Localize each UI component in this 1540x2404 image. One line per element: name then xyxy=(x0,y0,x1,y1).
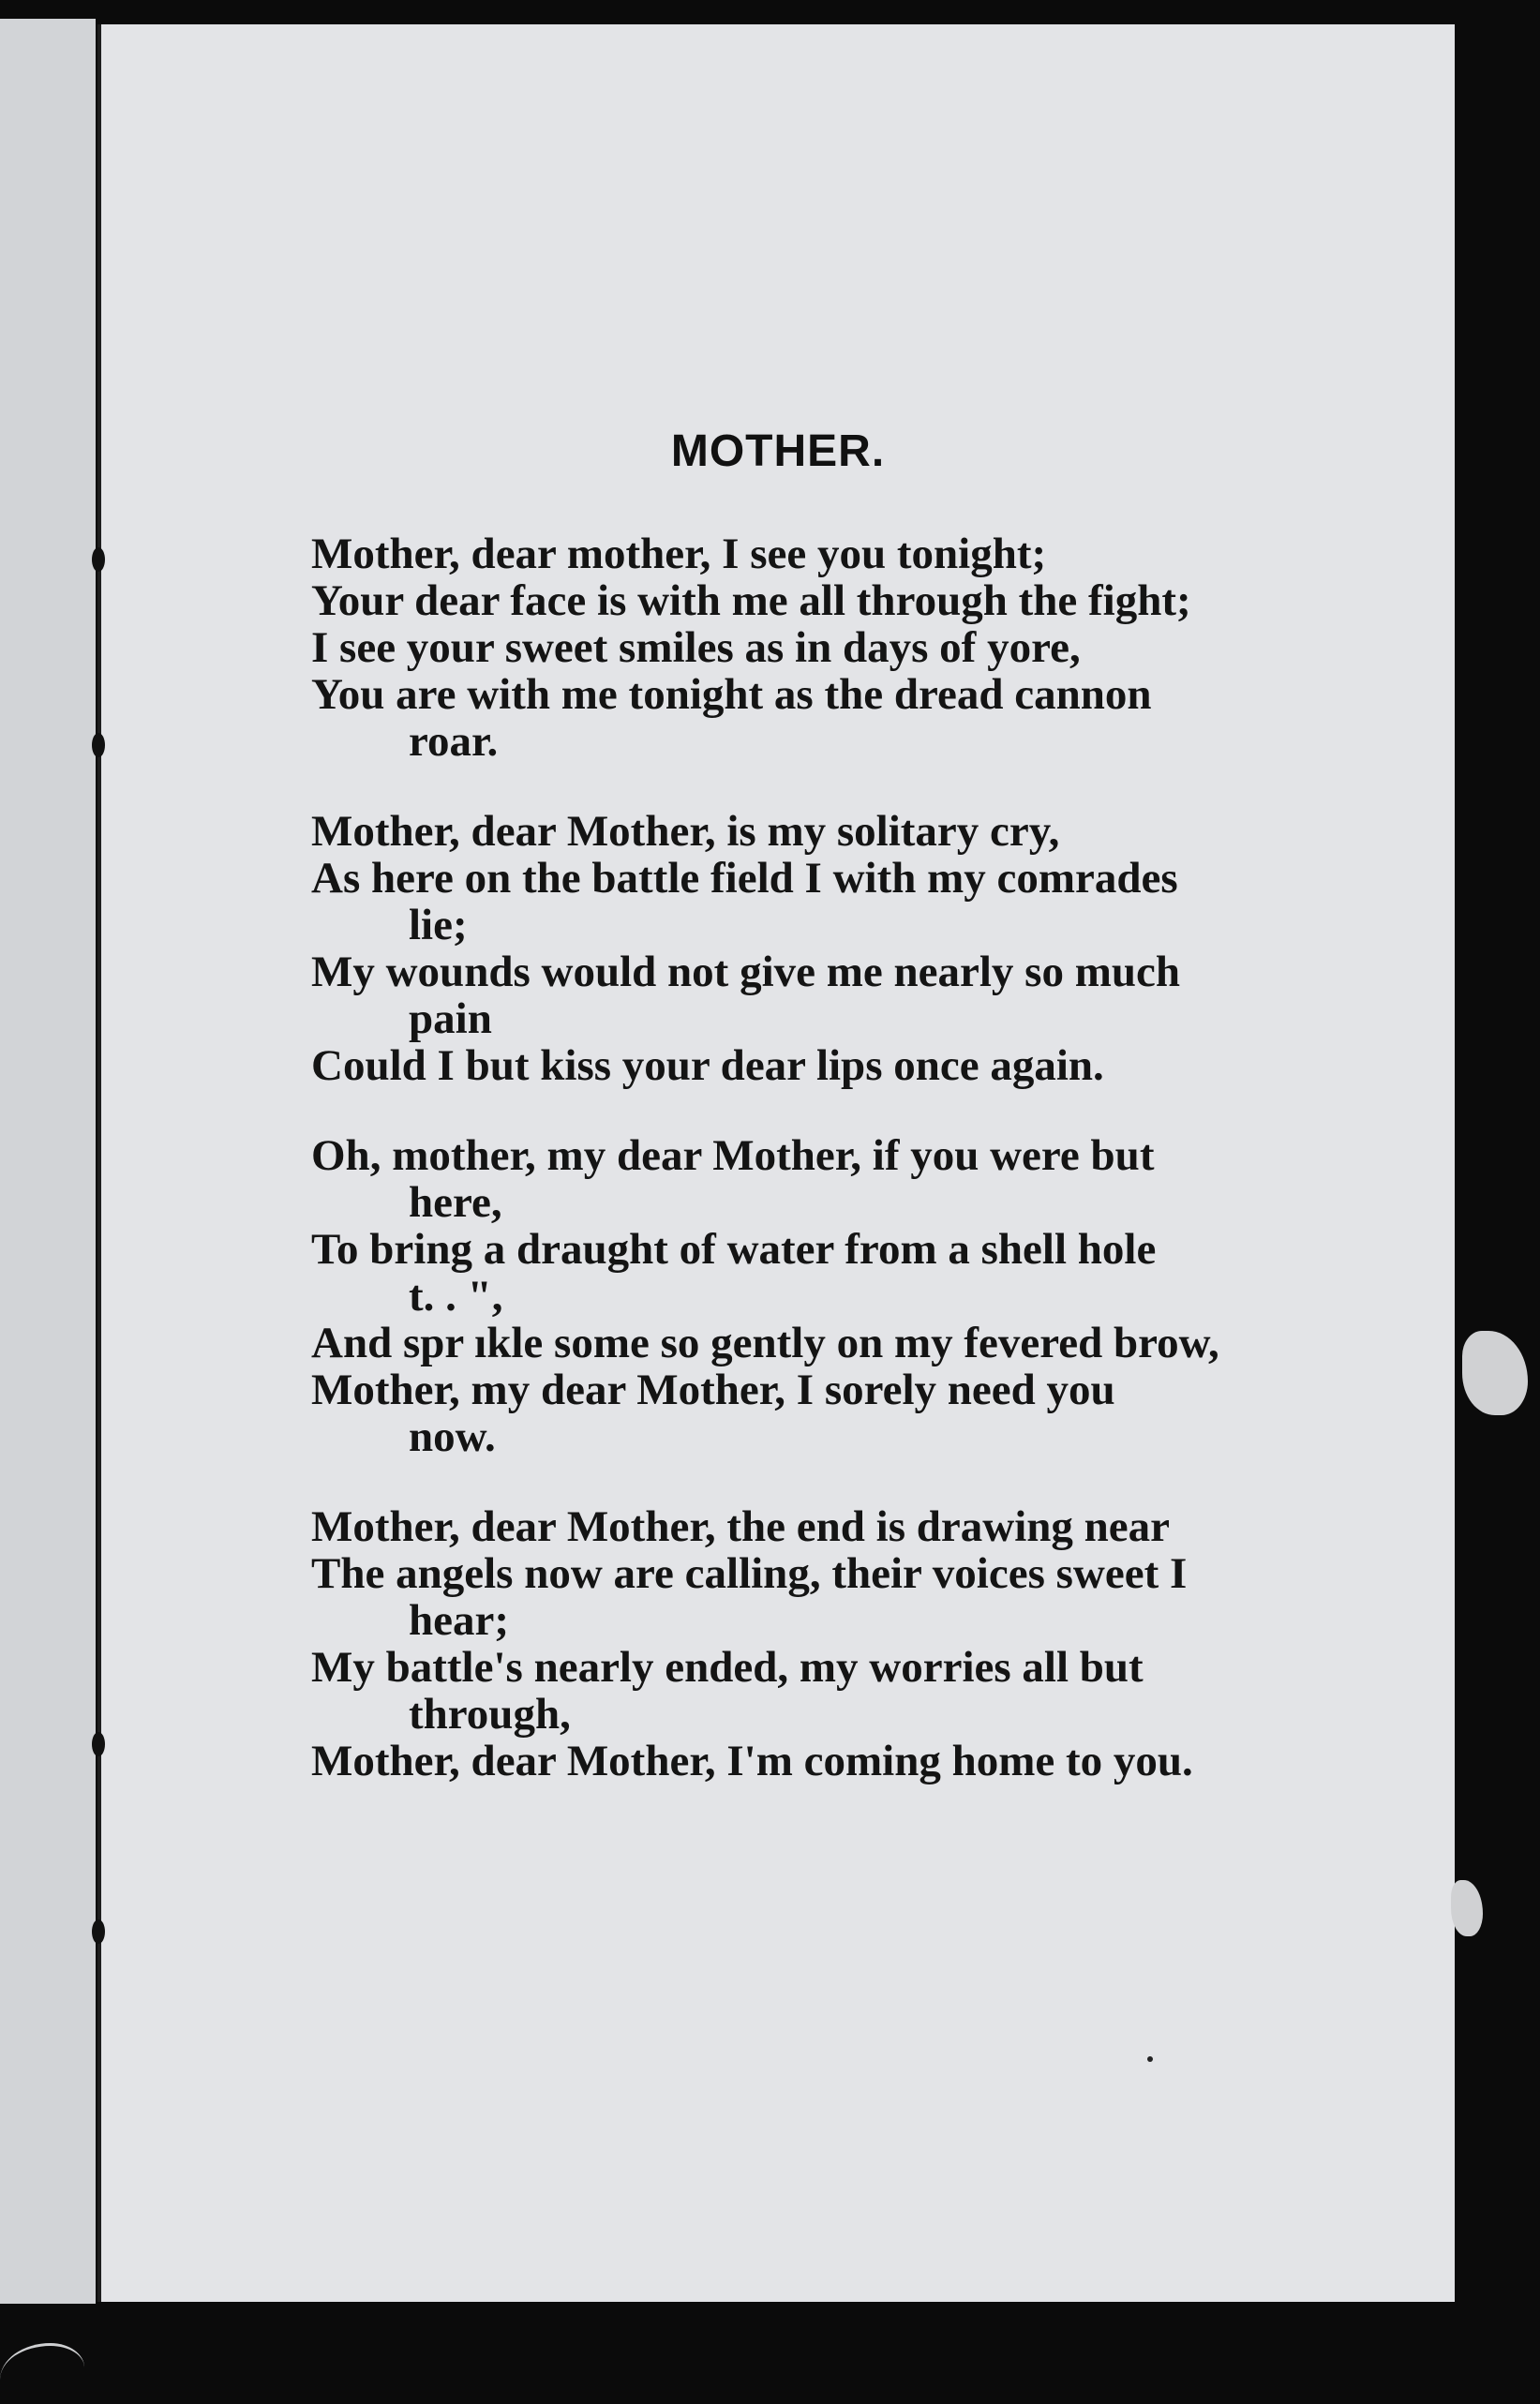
page-corner-curl xyxy=(0,2343,84,2404)
binding-stitch-mark xyxy=(92,1732,105,1756)
poem-line: Oh, mother, my dear Mother, if you were but xyxy=(311,1131,1155,1180)
binding-stitch-mark xyxy=(92,733,105,757)
binding-stitch-mark xyxy=(92,547,105,572)
poem-line-continuation: now. xyxy=(409,1412,496,1461)
poem-line-continuation: through, xyxy=(409,1690,571,1739)
poem-line: You are with me tonight as the dread cannon xyxy=(311,670,1152,719)
poem-line: Mother, dear Mother, I'm coming home to you. xyxy=(311,1737,1193,1785)
poem-line: The angels now are calling, their voices sweet I xyxy=(311,1549,1188,1598)
stanza xyxy=(311,530,1380,765)
poem-line-continuation: t. . ", xyxy=(409,1272,503,1321)
poem-line-continuation: lie; xyxy=(409,901,468,949)
poem-line: Mother, dear mother, I see you tonight; xyxy=(311,530,1047,578)
facing-page-edge xyxy=(0,19,96,2304)
poem-line: Mother, my dear Mother, I sorely need you xyxy=(311,1366,1115,1414)
poem-line: My wounds would not give me nearly so much xyxy=(311,948,1181,996)
page-edge-tear xyxy=(1462,1331,1528,1415)
poem-line: Mother, dear Mother, is my solitary cry, xyxy=(311,807,1060,856)
poem-title: MOTHER. xyxy=(670,426,886,476)
poem-line-continuation: here, xyxy=(409,1178,502,1227)
poem-line-continuation: pain xyxy=(409,994,492,1043)
book-page xyxy=(97,24,1455,2302)
binding-stitch-mark xyxy=(92,1919,105,1944)
poem-line: Could I but kiss your dear lips once again. xyxy=(311,1041,1104,1090)
poem-line: As here on the battle field I with my comrades xyxy=(311,854,1178,903)
poem-line: And spr ıkle some so gently on my fevered brow, xyxy=(311,1319,1219,1367)
poem-line-continuation: hear; xyxy=(409,1596,510,1645)
page-edge-tear xyxy=(1451,1880,1483,1936)
poem-line: I see your sweet smiles as in days of yore, xyxy=(311,623,1081,672)
poem-line: Mother, dear Mother, the end is drawing near xyxy=(311,1502,1171,1551)
stanza xyxy=(311,1503,1380,1784)
poem-body xyxy=(311,530,1380,1828)
stanza xyxy=(311,808,1380,1089)
poem-line: To bring a draught of water from a shell hole xyxy=(311,1225,1157,1274)
poem-line: Your dear face is with me all through the fight; xyxy=(311,576,1191,625)
stanza xyxy=(311,1132,1380,1460)
print-speck xyxy=(1147,2056,1153,2062)
poem-line: My battle's nearly ended, my worries all but xyxy=(311,1643,1144,1692)
poem-line-continuation: roar. xyxy=(409,717,499,766)
